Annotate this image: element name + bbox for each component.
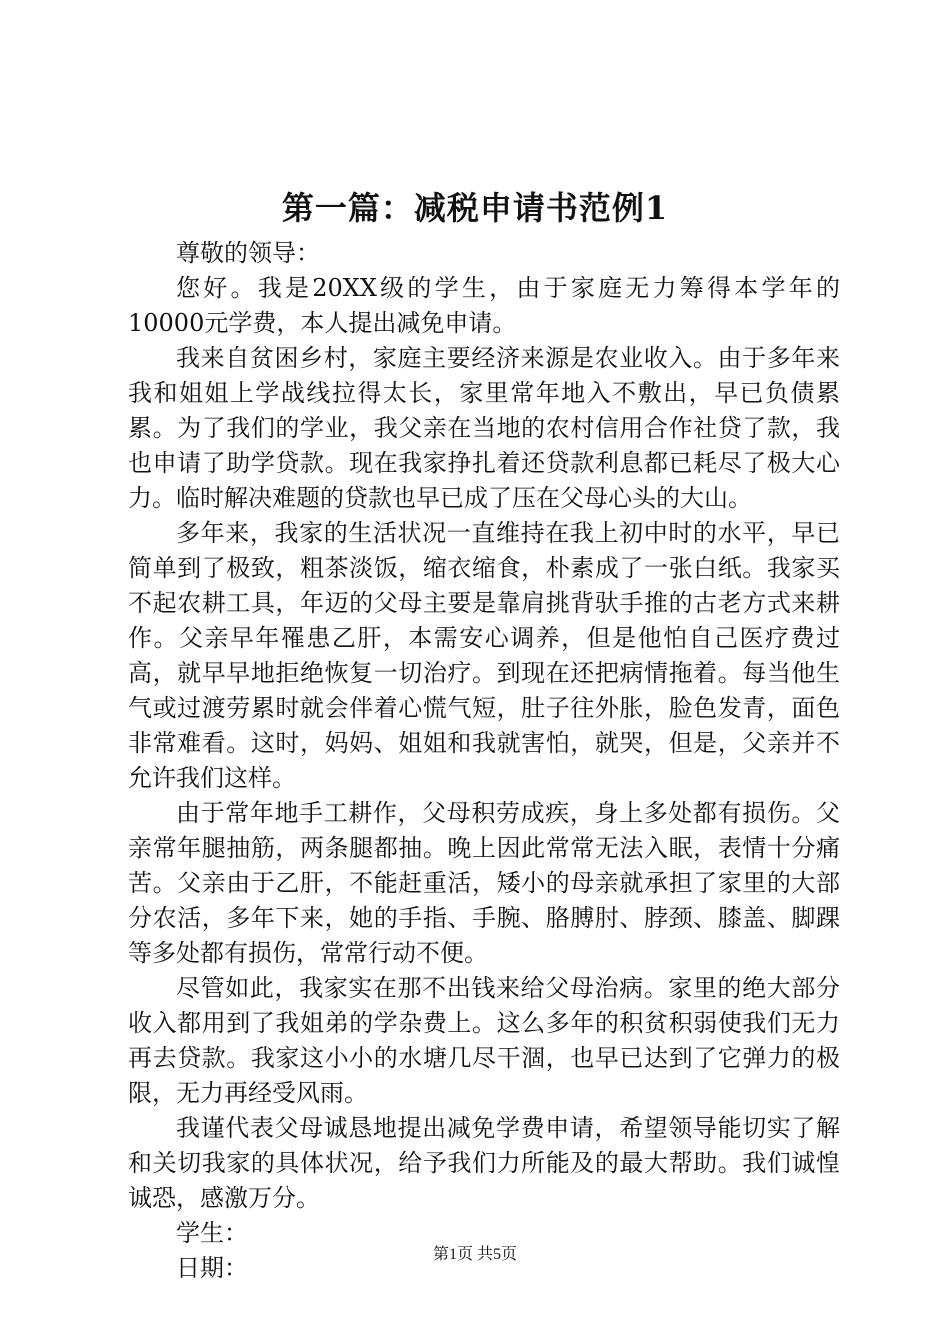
paragraph-request: 我谨代表父母诚恳地提出减免学费申请，希望领导能切实了解和关切我家的具体状况，给予我们力所能及的最大帮助。我们诚惶诚恐，感激万分。	[128, 1114, 840, 1212]
paragraph-financial-hardship: 尽管如此，我家实在那不出钱来给父母治病。家里的绝大部分收入都用到了我姐弟的学杂费上。这么多年的积贫积弱使我们无力再去贷款。我家这小小的水塘几尽干涸，也早已达到了它弹力的极限，无力再经受风雨。	[128, 974, 840, 1107]
date-label: 日期：	[176, 1254, 248, 1282]
salutation: 尊敬的领导：	[176, 239, 320, 267]
paragraph-parents-health: 由于常年地手工耕作，父母积劳成疾，身上多处都有损伤。父亲常年腿抽筋，两条腿都抽。晚上因此常常无法入眠，表情十分痛苦。父亲由于乙肝，不能赶重活，矮小的母亲就承担了家里的大部分农活，多年下来，她的手指、手腕、胳膊肘、脖颈、膝盖、脚踝等多处都有损伤，常常行动不便。	[128, 799, 840, 967]
page-title: 第一篇：减税申请书范例1	[281, 189, 669, 227]
page-indicator: 第1页 共5页	[432, 1246, 517, 1263]
letter-body	[128, 236, 840, 1286]
paragraph-living-conditions: 多年来，我家的生活状况一直维持在我上初中时的水平，早已简单到了极致，粗茶淡饭，缩衣缩食，朴素成了一张白纸。我家买不起农耕工具，年迈的父母主要是靠肩挑背驮手推的古老方式来耕作。父亲早年罹患乙肝，本需安心调养，但是他怕自己医疗费过高，就早早地拒绝恢复一切治疗。到现在还把病情拖着。每当他生气或过渡劳累时就会伴着心慌气短，肚子往外胀，脸色发青，面色非常难看。这时，妈妈、姐姐和我就害怕，就哭，但是，父亲并不允许我们这样。	[128, 519, 840, 792]
student-label: 学生：	[176, 1219, 248, 1247]
paragraph-greeting: 您好。我是20XX级的学生，由于家庭无力筹得本学年的10000元学费，本人提出减免申请。	[128, 274, 840, 337]
paragraph-family-background: 我来自贫困乡村，家庭主要经济来源是农业收入。由于多年来我和姐姐上学战线拉得太长，家里常年地入不敷出，早已负债累累。为了我们的学业，我父亲在当地的农村信用合作社贷了款，我也申请了助学贷款。现在我家挣扎着还贷款利息都已耗尽了极大心力。临时解决难题的贷款也早已成了压在父母心头的大山。	[128, 344, 840, 512]
